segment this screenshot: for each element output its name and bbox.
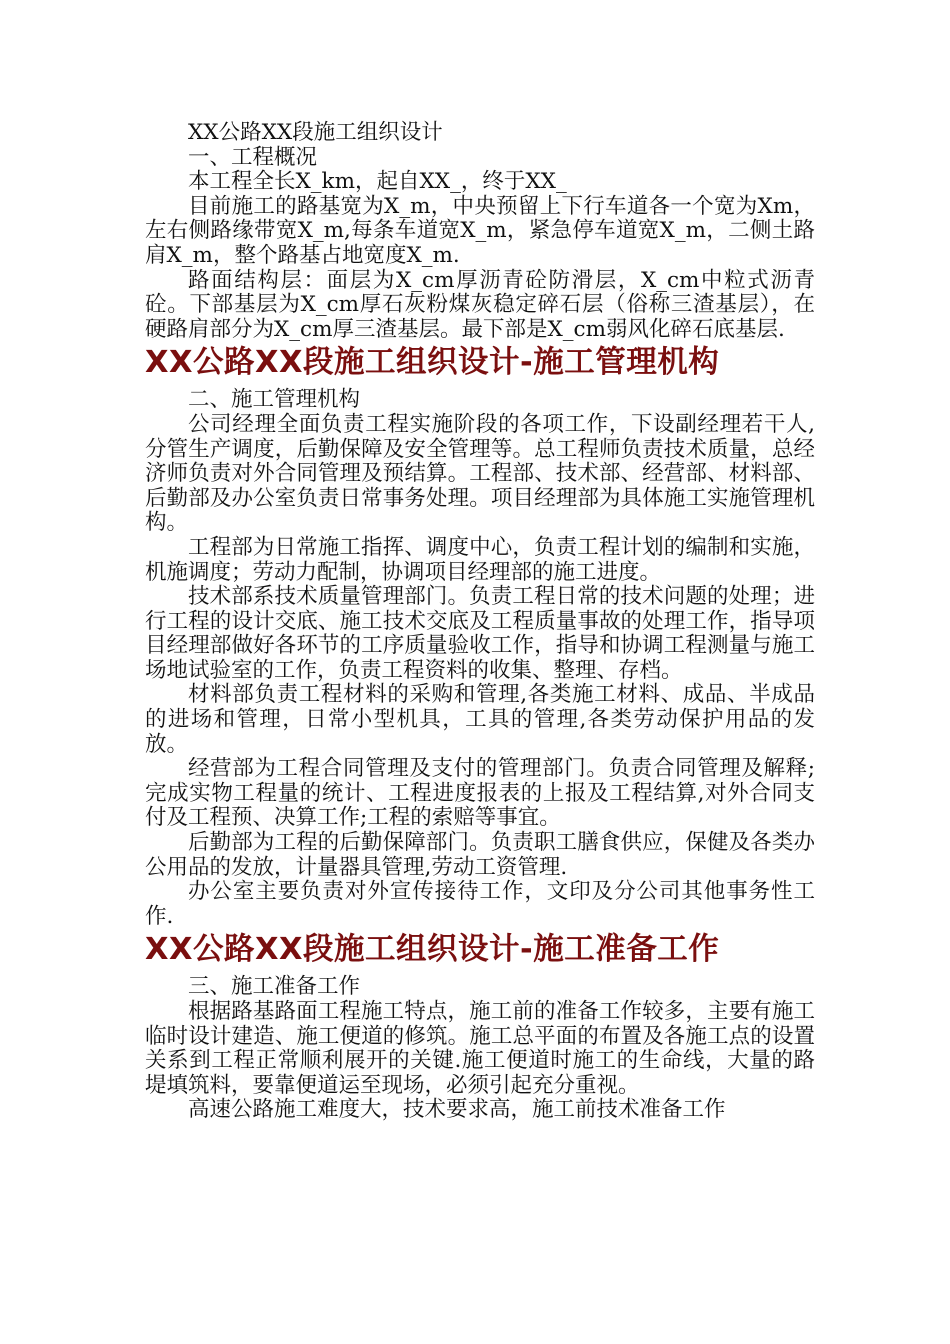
paragraph: 本工程全长X_km，起自XX_，终于XX_ <box>188 169 567 195</box>
section-1-heading: 一、工程概况 <box>188 144 318 170</box>
section-2-banner: XX公路XX段施工组织设计-施工管理机构 <box>145 345 720 381</box>
section-2-heading: 二、施工管理机构 <box>188 387 361 413</box>
paragraph: 办公室主要负责对外宣传接待工作，文印及分公司其他事务性工作. <box>145 879 815 929</box>
section-3-heading: 三、施工准备工作 <box>188 974 361 1000</box>
paragraph: 路面结构层：面层为X_cm厚沥青砼防滑层，X_cm中粒式沥青砼。下部基层为X_cm厚石灰粉煤灰稳定碎石层（俗称三渣基层），在硬路肩部分为X_cm厚三渣基层。最下部是X_cm弱风化碎石底基层. <box>145 267 815 342</box>
paragraph: 工程部为日常施工指挥、调度中心，负责工程计划的编制和实施，机施调度；劳动力配制，协调项目经理部的施工进度。 <box>145 534 815 585</box>
paragraph: 经营部为工程合同管理及支付的管理部门。负责合同管理及解释;完成实物工程量的统计、工程进度报表的上报及工程结算,对外合同支付及工程预、决算工作;工程的索赔等事宜。 <box>145 756 815 831</box>
paragraph: 根据路基路面工程施工特点，施工前的准备工作较多，主要有施工临时设计建造、施工便道的修筑。施工总平面的布置及各施工点的设置关系到工程正常顺利展开的关键.施工便道时施工的生命线，大量的路堤填筑料，要靠便道运至现场，必须引起充分重视。 <box>145 999 815 1098</box>
paragraph: 后勤部为工程的后勤保障部门。负责职工膳食供应，保健及各类办公用品的发放，计量器具管理,劳动工资管理. <box>145 830 815 880</box>
document-title: XX公路XX段施工组织设计 <box>188 120 443 145</box>
paragraph: 公司经理全面负责工程实施阶段的各项工作，下设副经理若干人,分管生产调度，后勤保障及安全管理等。总工程师负责技术质量，总经济师负责对外合同管理及预结算。工程部、技术部、经营部、材料部、后勤部及办公室负责日常事务处理。项目经理部为具体施工实施管理机构。 <box>145 411 815 536</box>
paragraph: 技术部系技术质量管理部门。负责工程日常的技术问题的处理；进行工程的设计交底、施工技术交底及工程质量事故的处理工作，指导项目经理部做好各环节的工序质量验收工作，指导和协调工程测量与施工场地试验室的工作，负责工程资料的收集、整理、存档。 <box>145 584 815 683</box>
paragraph: 高速公路施工难度大，技术要求高，施工前技术准备工作 <box>188 1097 726 1123</box>
document-body <box>145 121 815 1123</box>
paragraph: 目前施工的路基宽为X_m，中央预留上下行车道各一个宽为Xm，左右侧路缘带宽X_m,每条车道宽X_m，紧急停车道宽X_m，二侧土路肩X_m，整个路基占地宽度X_m. <box>145 193 815 268</box>
section-3-banner: XX公路XX段施工组织设计-施工准备工作 <box>145 932 720 968</box>
paragraph: 材料部负责工程材料的采购和管理,各类施工材料、成品、半成品的进场和管理，日常小型机具，工具的管理,各类劳动保护用品的发放。 <box>145 682 815 757</box>
